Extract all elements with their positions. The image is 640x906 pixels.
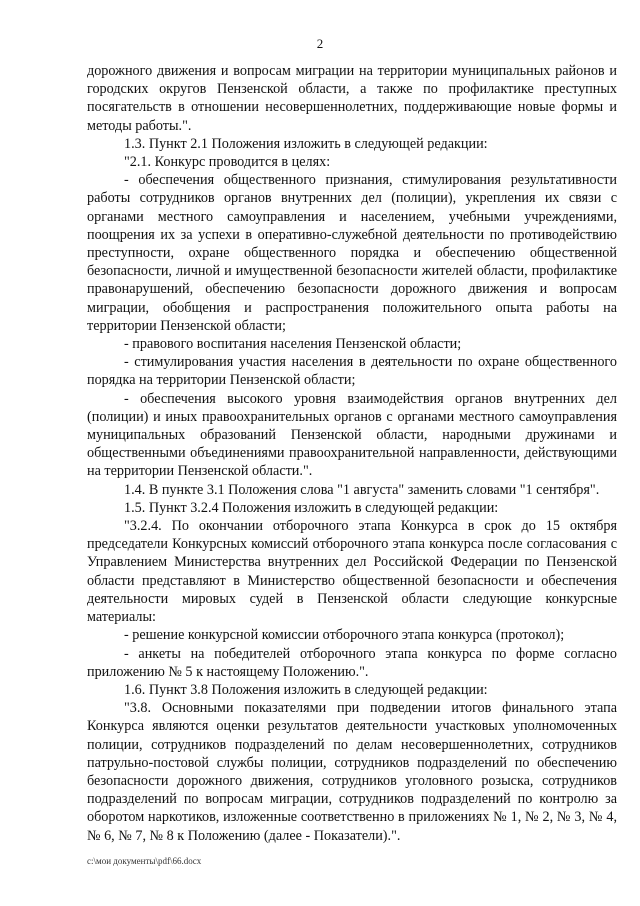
paragraph: дорожного движения и вопросам миграции на территории муниципальных районов и городских округов Пензенской области, а также по профилактике преступных посягательств в отношении несовершеннолетних, поддерживающие новые формы и методы работы.". xyxy=(87,63,617,134)
paragraph: - стимулирования участия населения в деятельности по охране общественного порядка на территории Пензенской области; xyxy=(87,354,617,389)
page-number: 2 xyxy=(316,36,324,51)
paragraph: - правового воспитания населения Пензенской области; xyxy=(124,336,462,353)
paragraph: - обеспечения высокого уровня взаимодействия органов внутренних дел (полиции) и иных правоохранительных органов с органами местного самоуправления муниципальных образований Пензенской области, народными дружинами и общественными объединениями правоохранительной направленности, действующими на территории Пензенской области.". xyxy=(87,390,617,480)
paragraph: "3.2.4. По окончании отборочного этапа Конкурса в срок до 15 октября председатели Конкурсных комиссий отборочного этапа конкурса после согласования с Управлением Министерства внутренних дел Российской Федерации по Пензенской области представляют в Министерство общественной безопасности и обеспечения деятельности мировых судей в Пензенской области следующие конкурсные материалы: xyxy=(87,518,617,626)
footer-file-path: c:\мои документы\pdf\66.docx xyxy=(87,856,202,866)
paragraph: - решение конкурсной комиссии отборочного этапа конкурса (протокол); xyxy=(124,627,565,644)
document-body xyxy=(87,62,617,845)
paragraph: 1.6. Пункт 3.8 Положения изложить в следующей редакции: xyxy=(124,681,488,698)
paragraph: - обеспечения общественного признания, стимулирования результативности работы сотрудников органов внутренних дел (полиции), укрепления их связи с органами местного самоуправления и населением, учебными учреждениями, поощрения их за успехи в оперативно-служебной деятельности по противодействию преступности, охране общественного порядка и обеспечению общественной безопасности, личной и имущественной безопасности жителей области, профилактике правонарушений, обеспечению безопасности дорожного движения и вопросам миграции, обобщения и распространения положительного опыта работы на территории Пензенской области; xyxy=(87,172,617,334)
paragraph: 1.4. В пункте 3.1 Положения слова "1 августа" заменить словами "1 сентября". xyxy=(124,481,600,498)
paragraph: - анкеты на победителей отборочного этапа конкурса по форме согласно приложению № 5 к настоящему Положению.". xyxy=(87,645,617,680)
paragraph: "3.8. Основными показателями при подведении итогов финального этапа Конкурса являются оценки результатов деятельности участковых уполномоченных полиции, сотрудников подразделений по делам несовершеннолетних, сотрудников патрульно-постовой службы полиции, сотрудников подразделений по обеспечению безопасности дорожного движения, сотрудников уголовного розыска, сотрудников подразделений по вопросам миграции, сотрудников подразделений по контролю за оборотом наркотиков, изложенные соответственно в приложениях № 1, № 2, № 3, № 4, № 6, № 7, № 8 к Положению (далее - Показатели).". xyxy=(87,700,617,844)
paragraph: 1.3. Пункт 2.1 Положения изложить в следующей редакции: xyxy=(124,135,488,152)
paragraph: "2.1. Конкурс проводится в целях: xyxy=(124,154,331,171)
paragraph: 1.5. Пункт 3.2.4 Положения изложить в следующей редакции: xyxy=(124,499,499,516)
